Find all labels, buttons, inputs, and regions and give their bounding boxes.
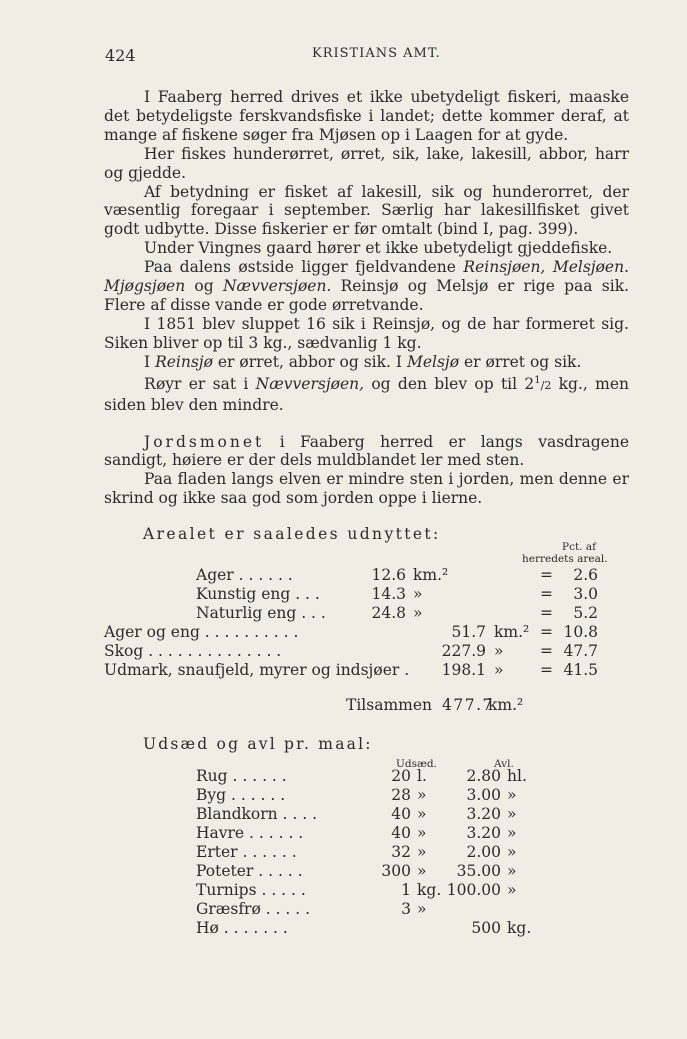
crop-name: Blandkorn . . . .: [196, 805, 318, 823]
yield-unit: kg.: [507, 919, 532, 937]
seed-unit: kg.: [417, 881, 442, 899]
seed-value: 20: [391, 767, 411, 785]
crop-name: Rug . . . . . .: [196, 767, 287, 785]
area-pct: 3.0: [573, 585, 598, 603]
total-label: Tilsammen: [346, 696, 432, 714]
area-pct: 41.5: [563, 661, 598, 679]
area-unit: km.²: [494, 623, 530, 641]
body-text: [104, 88, 629, 508]
area-label: Ager og eng . . . . . . . . . .: [104, 623, 299, 641]
yield-unit: »: [507, 805, 517, 823]
yield-unit: »: [507, 824, 517, 842]
area-unit: »: [413, 604, 423, 622]
paragraph: [104, 258, 629, 315]
area-unit: »: [494, 661, 504, 679]
crop-name: Græsfrø . . . . .: [196, 900, 311, 918]
seed-value: 40: [391, 805, 411, 823]
paragraph: [104, 353, 629, 372]
equals-sign: =: [540, 623, 553, 641]
crop-name: Byg . . . . . .: [196, 786, 286, 804]
total-value: 477.7: [442, 696, 494, 714]
fraction-sub: /2: [540, 378, 552, 392]
area-label: Udmark, snaufjeld, myrer og indsjøer .: [104, 661, 410, 679]
paragraph: I Faaberg herred drives et ikke ubetydeligt fiskeri, maaske det betydeligste ferskvandsfiske i landet; dette kommer deraf, at mange af fiskene søger fra Mjøsen op i Laagen for at gyde.: [104, 88, 629, 144]
text-run: Paa dalens østside ligger fjeldvandene: [144, 258, 464, 277]
seed-unit: »: [417, 862, 427, 880]
crop-name: Turnips . . . . .: [196, 881, 306, 899]
seed-value: 1: [401, 881, 411, 899]
area-value: 14.3: [371, 585, 406, 603]
equals-sign: =: [540, 642, 553, 660]
seed-unit: »: [417, 824, 427, 842]
area-label: Kunstig eng . . .: [196, 585, 320, 603]
yield-unit: hl.: [507, 767, 527, 785]
paragraph: Paa fladen langs elven er mindre sten i jorden, men denne er skrind og ikke saa god som jorden oppe i lierne.: [104, 470, 629, 508]
running-title: KRISTIANS AMT.: [312, 46, 441, 61]
lake-names: Reinsjøen, Melsjøen. Mjøgsjøen: [104, 258, 629, 296]
spaced-term: Jordsmonet: [144, 432, 265, 451]
seed-value: 32: [391, 843, 411, 861]
area-pct: 2.6: [573, 566, 598, 584]
area-pct: 47.7: [563, 642, 598, 660]
seed-value: 28: [391, 786, 411, 804]
equals-sign: =: [540, 661, 553, 679]
crop-name: Havre . . . . . .: [196, 824, 304, 842]
area-value: 198.1: [441, 661, 486, 679]
yield-value: 2.80: [466, 767, 501, 785]
area-value: 227.9: [441, 642, 486, 660]
seed-value: 3: [401, 900, 411, 918]
yield-value: 3.20: [466, 805, 501, 823]
equals-sign: =: [540, 604, 553, 622]
lake-name: Nævversjøen.: [222, 277, 332, 296]
page-number: 424: [105, 46, 136, 65]
equals-sign: =: [540, 585, 553, 603]
text-run: og den blev op til 2: [364, 374, 535, 393]
yield-value: 3.00: [466, 786, 501, 804]
area-label: Skog . . . . . . . . . . . . . .: [104, 642, 282, 660]
lake-name: Reinsjø: [155, 352, 213, 371]
lake-name: Nævversjøen,: [255, 374, 365, 393]
text-run: i Faaberg herred er langs vasdragene sandigt, høiere er der dels muldblandet ler med sten.: [104, 432, 629, 470]
area-pct: 10.8: [563, 623, 598, 641]
yield-unit: »: [507, 862, 517, 880]
lake-name: Melsjø: [406, 352, 460, 371]
col-yield-header: Avl.: [494, 758, 514, 770]
area-heading: Arealet er saaledes udnyttet:: [143, 525, 441, 543]
text-run: Reinsjø og Melsjø er rige paa sik. Flere af disse vande er gode ørretvande.: [104, 277, 630, 314]
text-run: kg., men siden blev den mindre.: [104, 374, 629, 414]
yield-unit: »: [507, 786, 517, 804]
paragraph: Under Vingnes gaard hører et ikke ubetydeligt gjeddefiske.: [144, 239, 613, 258]
pct-header: herredets areal.: [522, 553, 608, 565]
seed-unit: »: [417, 900, 427, 918]
text-run: er ørret og sik.: [459, 352, 582, 371]
area-value: 51.7: [451, 623, 486, 641]
paragraph: [104, 433, 629, 471]
fraction-sup: 1: [534, 374, 541, 386]
seed-unit: »: [417, 805, 427, 823]
seed-unit: »: [417, 843, 427, 861]
paragraph: Her fiskes hunderørret, ørret, sik, lake, lakesill, abbor, harr og gjedde.: [104, 144, 629, 182]
yield-unit: »: [507, 881, 517, 899]
text-run: og: [185, 277, 223, 296]
yield-value: 35.00: [456, 862, 501, 880]
crop-name: Poteter . . . . .: [196, 862, 303, 880]
pct-header: Pct. af: [562, 541, 596, 553]
col-seed-header: Udsæd.: [396, 758, 437, 770]
yield-value: 2.00: [466, 843, 501, 861]
yield-unit: »: [507, 843, 517, 861]
area-pct: 5.2: [573, 604, 598, 622]
paragraph: I 1851 blev sluppet 16 sik i Reinsjø, og de har formeret sig. Siken bliver op til 3 kg., sædvanlig 1 kg.: [104, 314, 629, 352]
yield-value: 100.00: [446, 881, 501, 899]
yield-value: 500: [471, 919, 501, 937]
area-label: Naturlig eng . . .: [196, 604, 326, 622]
area-label: Ager . . . . . .: [196, 566, 293, 584]
seed-value: 300: [381, 862, 411, 880]
area-unit: km.²: [413, 566, 449, 584]
total-unit: km.²: [488, 696, 524, 714]
crop-name: Hø . . . . . . .: [196, 919, 288, 937]
crops-heading: Udsæd og avl pr. maal:: [143, 735, 373, 753]
area-value: 24.8: [371, 604, 406, 622]
area-unit: »: [494, 642, 504, 660]
area-value: 12.6: [371, 566, 406, 584]
yield-value: 3.20: [466, 824, 501, 842]
seed-value: 40: [391, 824, 411, 842]
area-unit: »: [413, 585, 423, 603]
seed-unit: »: [417, 786, 427, 804]
crop-name: Erter . . . . . .: [196, 843, 297, 861]
paragraph: Af betydning er fisket af lakesill, sik og hunderorret, der væsentlig foregaar i september. Særlig har lakesillfisket givet godt udbytte. Disse fiskerier er før omtalt (bind I, pag. 399).: [104, 182, 629, 239]
text-run: er ørret, abbor og sik. I: [212, 352, 407, 371]
equals-sign: =: [540, 566, 553, 584]
text-run: I: [144, 352, 156, 371]
seed-unit: l.: [417, 767, 427, 785]
paragraph: [104, 372, 629, 415]
text-run: Røyr er sat i: [144, 374, 256, 393]
